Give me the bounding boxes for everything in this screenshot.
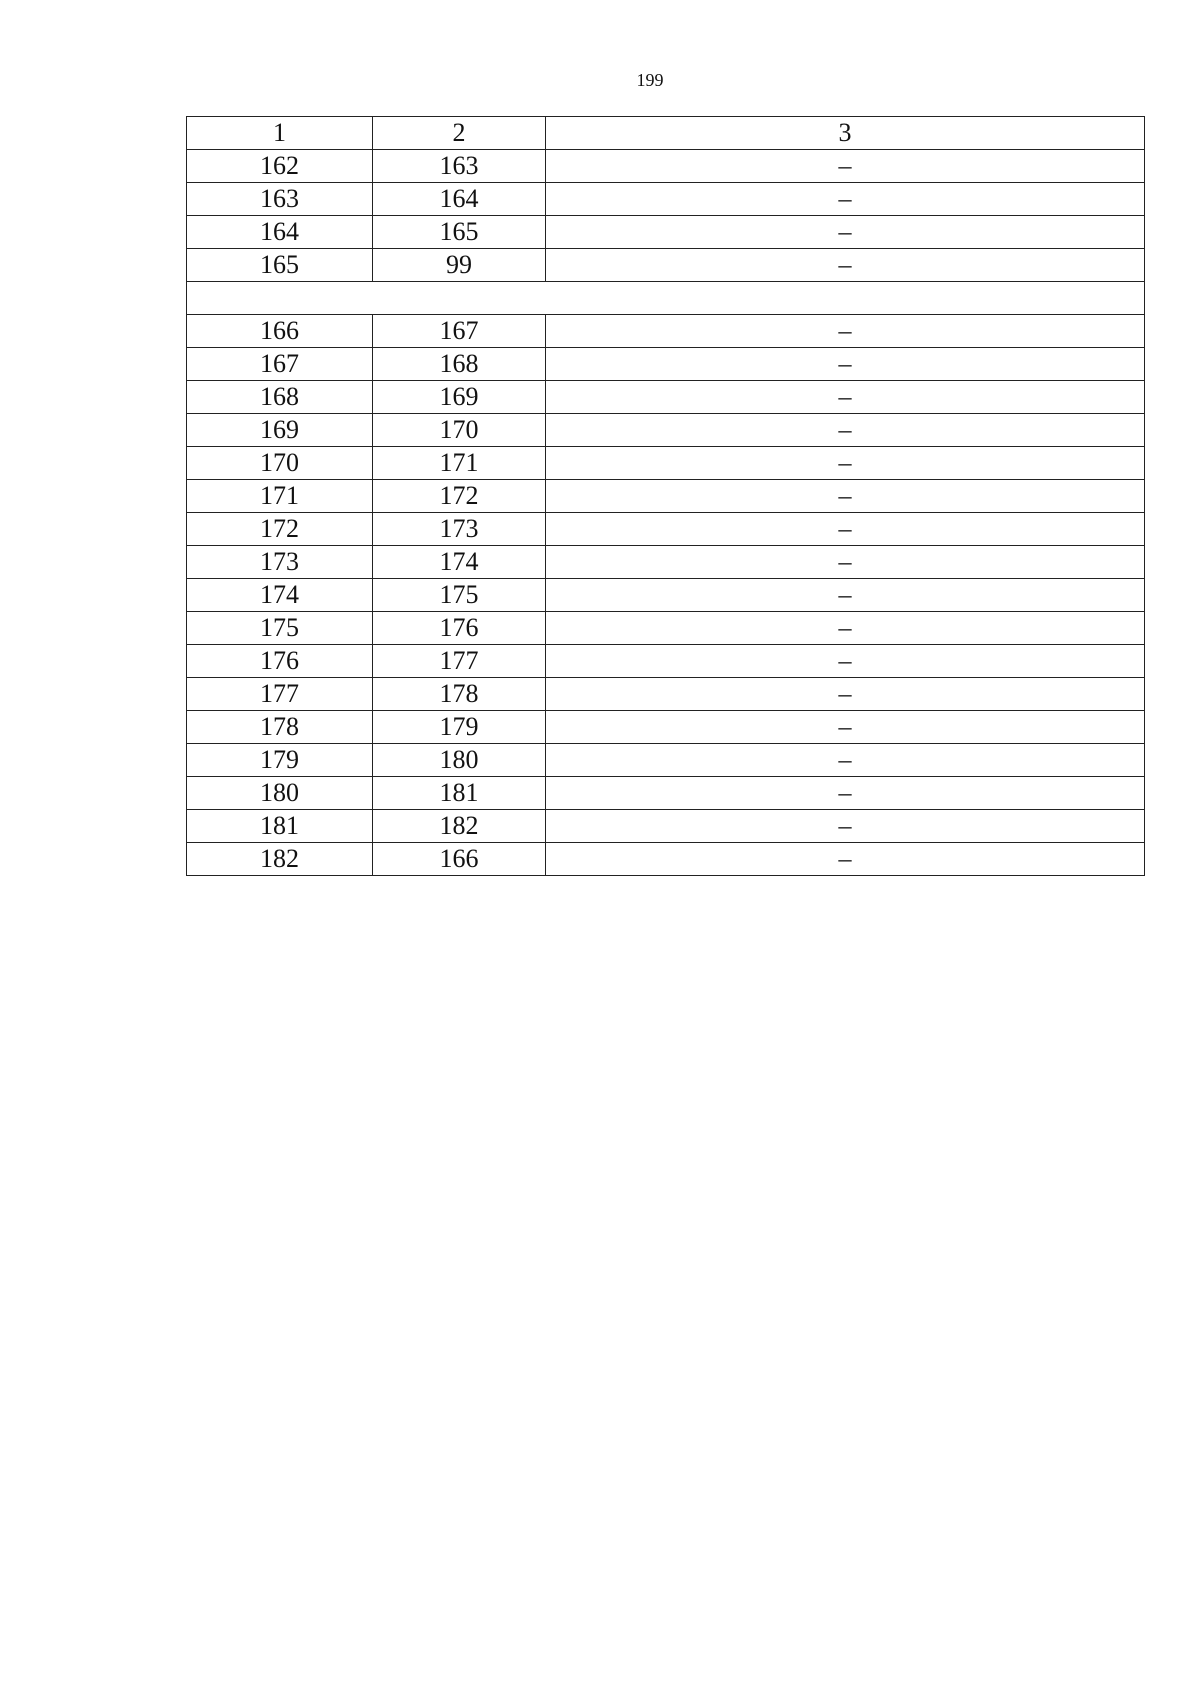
- table-row: [187, 315, 1145, 348]
- table-row: [187, 645, 1145, 678]
- table-cell: –: [546, 777, 1145, 810]
- table-cell: 172: [373, 480, 546, 513]
- table-cell: 99: [373, 249, 546, 282]
- table-cell: –: [546, 711, 1145, 744]
- table-cell: 165: [187, 249, 373, 282]
- table-cell: –: [546, 513, 1145, 546]
- table-cell: 166: [373, 843, 546, 876]
- table-cell: –: [546, 645, 1145, 678]
- table-row: [187, 678, 1145, 711]
- table-header-row: [187, 117, 1145, 150]
- table-row: [187, 777, 1145, 810]
- table-row: [187, 579, 1145, 612]
- blank-separator-cell: [187, 282, 1145, 315]
- table-cell: 177: [373, 645, 546, 678]
- table-row: [187, 414, 1145, 447]
- blank-separator-row: [187, 282, 1145, 315]
- table-cell: 180: [373, 744, 546, 777]
- table-cell: –: [546, 315, 1145, 348]
- table-cell: 170: [373, 414, 546, 447]
- table-row: [187, 744, 1145, 777]
- table-row: [187, 480, 1145, 513]
- table-row: [187, 447, 1145, 480]
- table-cell: 176: [373, 612, 546, 645]
- table-cell: –: [546, 612, 1145, 645]
- table-cell: 169: [373, 381, 546, 414]
- table-cell: 181: [373, 777, 546, 810]
- table-cell: 167: [373, 315, 546, 348]
- page-number: 199: [636, 70, 664, 90]
- table-cell: 173: [373, 513, 546, 546]
- table-cell: 175: [187, 612, 373, 645]
- table-row: [187, 843, 1145, 876]
- table-cell: –: [546, 249, 1145, 282]
- table-cell: –: [546, 447, 1145, 480]
- table-cell: 170: [187, 447, 373, 480]
- table-row: [187, 513, 1145, 546]
- header-cell: 1: [187, 117, 373, 150]
- table-cell: –: [546, 678, 1145, 711]
- table-cell: 168: [373, 348, 546, 381]
- table-cell: 179: [373, 711, 546, 744]
- table-row: [187, 612, 1145, 645]
- table-cell: 164: [373, 183, 546, 216]
- table-cell: –: [546, 546, 1145, 579]
- table-cell: 171: [373, 447, 546, 480]
- table-row: [187, 810, 1145, 843]
- table-row: [187, 249, 1145, 282]
- table-cell: 173: [187, 546, 373, 579]
- table-cell: 174: [187, 579, 373, 612]
- table-cell: 172: [187, 513, 373, 546]
- table-cell: –: [546, 348, 1145, 381]
- table-cell: 178: [373, 678, 546, 711]
- table-cell: 162: [187, 150, 373, 183]
- table-cell: –: [546, 381, 1145, 414]
- table-cell: –: [546, 744, 1145, 777]
- table-cell: –: [546, 150, 1145, 183]
- table-cell: 174: [373, 546, 546, 579]
- table-cell: 167: [187, 348, 373, 381]
- table-cell: –: [546, 183, 1145, 216]
- table-cell: –: [546, 579, 1145, 612]
- table-cell: 166: [187, 315, 373, 348]
- table-row: [187, 381, 1145, 414]
- table-body: [187, 117, 1145, 876]
- table-row: [187, 216, 1145, 249]
- table-row: [187, 546, 1145, 579]
- table-cell: 163: [373, 150, 546, 183]
- data-table: [186, 116, 1145, 876]
- table-cell: 164: [187, 216, 373, 249]
- table-cell: 163: [187, 183, 373, 216]
- table-cell: –: [546, 480, 1145, 513]
- table-cell: 169: [187, 414, 373, 447]
- table-cell: 165: [373, 216, 546, 249]
- header-cell: 3: [546, 117, 1145, 150]
- table-cell: 179: [187, 744, 373, 777]
- table-row: [187, 348, 1145, 381]
- header-cell: 2: [373, 117, 546, 150]
- table-cell: 182: [373, 810, 546, 843]
- table-cell: 178: [187, 711, 373, 744]
- table-cell: 180: [187, 777, 373, 810]
- table-row: [187, 711, 1145, 744]
- table-cell: 171: [187, 480, 373, 513]
- table-row: [187, 183, 1145, 216]
- table-cell: –: [546, 810, 1145, 843]
- table-cell: 182: [187, 843, 373, 876]
- table-cell: –: [546, 216, 1145, 249]
- table-cell: 176: [187, 645, 373, 678]
- table-row: [187, 150, 1145, 183]
- table-cell: –: [546, 843, 1145, 876]
- table-cell: 168: [187, 381, 373, 414]
- table-cell: –: [546, 414, 1145, 447]
- table-cell: 175: [373, 579, 546, 612]
- table-cell: 177: [187, 678, 373, 711]
- table-cell: 181: [187, 810, 373, 843]
